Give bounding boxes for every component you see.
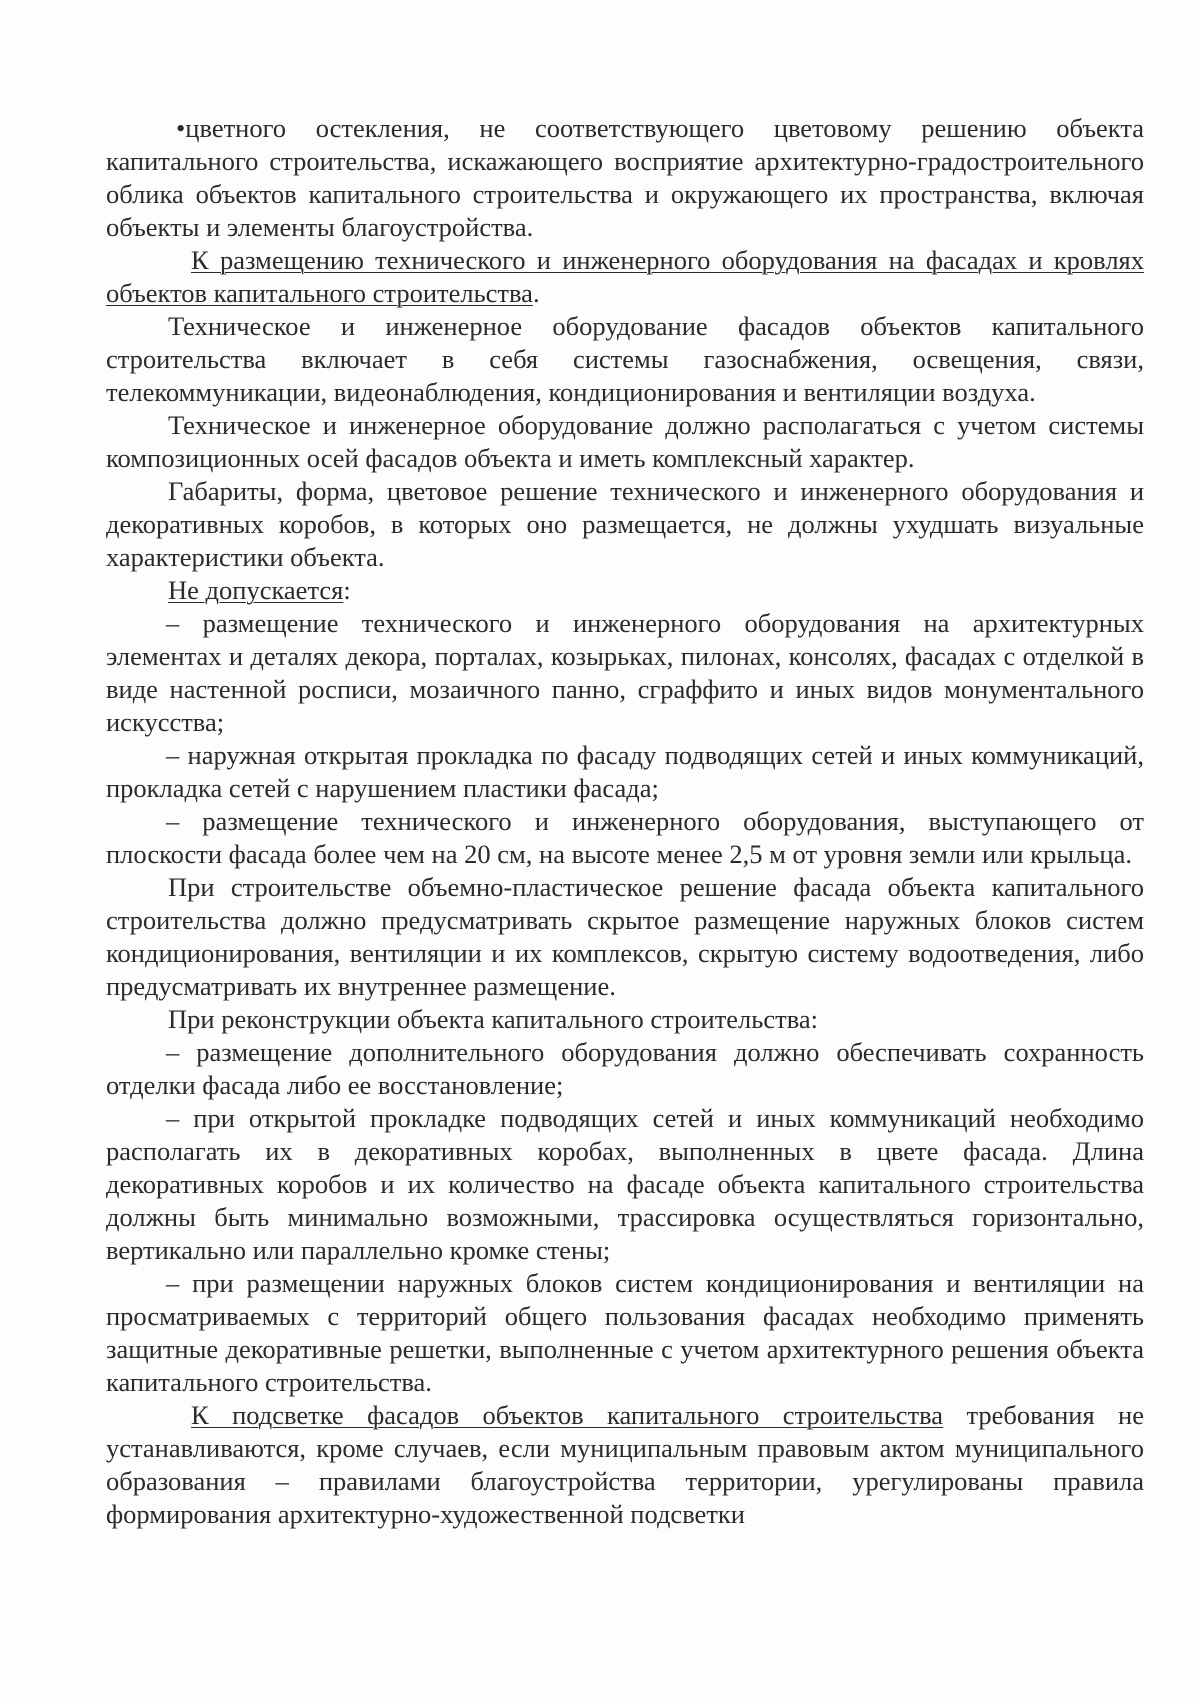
list-item-protruding-equipment: – размещение технического и инженерного оборудования, выступающего от плоскости фасада более чем на 20 см, на высоте менее 2,5 м от уровня земли или крыльца. <box>106 806 1144 869</box>
list-item-protective-grilles: – при размещении наружных блоков систем кондиционирования и вентиляции на просматриваемых с территорий общего пользования фасадах необходимо применять защитные декоративные решетки, выполненные с учетом архитектурного решения объекта капитального строительства. <box>106 1268 1144 1397</box>
paragraph-equipment-dimensions: Габариты, форма, цветовое решение технического и инженерного оборудования и декоративных коробов, в которых оно размещается, не должны ухудшать визуальные характеристики объекта. <box>106 476 1144 572</box>
list-item-decorative-boxes: – при открытой прокладке подводящих сетей и иных коммуникаций необходимо располагать их в декоративных коробах, выполненных в цвете фасада. Длина декоративных коробов и их количество на фасаде объекта капитального строительства должны быть минимально возможными, трассировка осуществляться горизонтально, вертикально или параллельно кромке стены; <box>106 1103 1144 1265</box>
section-heading-lighting-title: К подсветке фасадов объектов капитального строительства <box>191 1400 944 1430</box>
label-not-allowed <box>106 574 1144 607</box>
section-heading-equipment-title: К размещению технического и инженерного оборудования на фасадах и кровлях объектов капитального строительства <box>106 245 1144 308</box>
list-item-decor-placement: – размещение технического и инженерного оборудования на архитектурных элементах и деталях декора, порталах, козырьках, пилонах, консолях, фасадах с отделкой в виде настенной росписи, мозаичного панно, сграффито и иных видов монументального искусства; <box>106 608 1144 737</box>
paragraph-equipment-includes: Техническое и инженерное оборудование фасадов объектов капитального строительства включает в себя системы газоснабжения, освещения, связи, телекоммуникации, видеонаблюдения, кондиционирования и вентиляции воздуха. <box>106 311 1144 407</box>
document-body <box>106 112 1144 1531</box>
paragraph-equipment-axes: Техническое и инженерное оборудование должно располагаться с учетом системы композиционных осей фасадов объекта и иметь комплексный характер. <box>106 410 1144 473</box>
section-heading-lighting-rest: требования не устанавливаются, кроме случаев, если муниципальным правовым актом муниципального образования – правилами благоустройства территории, урегулированы правила формирования архитектурно-художественной подсветки <box>106 1400 1144 1529</box>
paragraph-construction: При строительстве объемно-пластическое решение фасада объекта капитального строительства должно предусматривать скрытое размещение наружных блоков систем кондиционирования, вентиляции и их комплексов, скрытую систему водоотведения, либо предусматривать их внутреннее размещение. <box>106 872 1144 1001</box>
section-heading-equipment <box>106 244 1144 310</box>
label-not-allowed-title: Не допускается <box>168 575 344 605</box>
label-not-allowed-rest: : <box>343 575 351 605</box>
list-item-additional-equipment: – размещение дополнительного оборудования должно обеспечивать сохранность отделки фасада либо ее восстановление; <box>106 1037 1144 1100</box>
list-item-open-laying: – наружная открытая прокладка по фасаду подводящих сетей и иных коммуникаций, прокладка сетей с нарушением пластики фасада; <box>106 740 1144 803</box>
section-heading-equipment-rest: . <box>532 278 540 308</box>
section-heading-lighting <box>106 1399 1144 1531</box>
paragraph-reconstruction: При реконструкции объекта капитального строительства: <box>168 1004 818 1034</box>
paragraph-colored-glazing: •цветного остекления, не соответствующего цветовому решению объекта капитального строительства, искажающего восприятие архитектурно-градостроительного облика объектов капитального строительства и окружающего их пространства, включая объекты и элементы благоустройства. <box>106 113 1144 242</box>
